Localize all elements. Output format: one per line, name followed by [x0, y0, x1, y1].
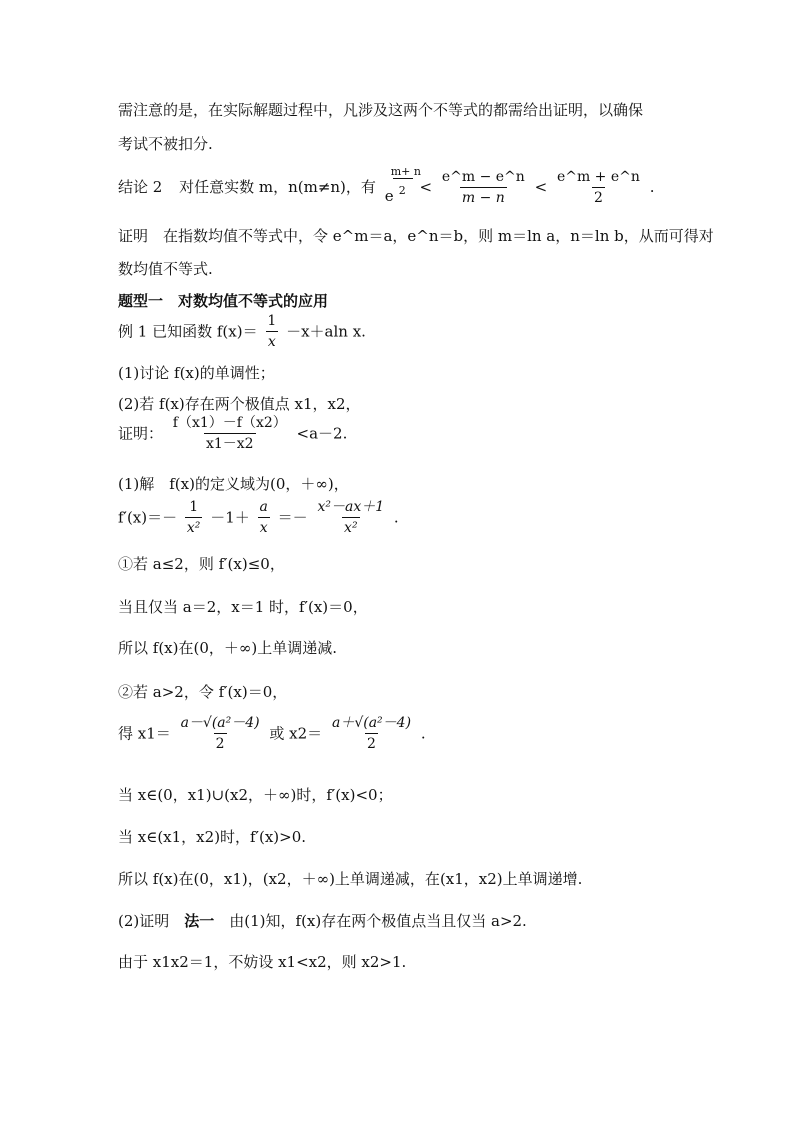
- lt-sign-1: <: [419, 178, 433, 196]
- fraction-diff-den: m − n: [460, 187, 507, 205]
- example-lead: 例 1 已知函数 f(x)＝: [118, 322, 258, 341]
- conclusion-2: [118, 165, 654, 215]
- derivative-mid: －1＋: [210, 508, 250, 527]
- derivative-frac-2: [258, 500, 270, 535]
- fraction-sum-num: e^m + e^n: [556, 168, 640, 185]
- prove-fraction-den: x1－x2: [204, 433, 256, 451]
- example-fraction: [265, 314, 278, 349]
- conclusion-end: .: [649, 178, 655, 196]
- proof-line-2: 数均值不等式.: [118, 260, 213, 278]
- derivative-frac-1-num: 1: [189, 499, 199, 515]
- root-2-den: 2: [365, 733, 378, 751]
- proof-part-2-text: 由(1)知，f(x)存在两个极值点当且仅当 a>2.: [214, 912, 527, 930]
- derivative-lead: f′(x)＝－: [118, 508, 178, 527]
- solution-4: 当且仅当 a＝2，x＝1 时，f′(x)＝0，: [118, 598, 368, 616]
- solution-10: 所以 f(x)在(0，x1)，(x2，＋∞)上单调递减，在(x1，x2)上单调递增.: [118, 870, 583, 888]
- conclusion-label: 结论 2: [118, 178, 163, 196]
- derivative-frac-3-den: x²: [342, 517, 360, 535]
- derivative-frac-3-num: x²－ax＋1: [317, 499, 385, 515]
- proof-line-1: 证明 在指数均值不等式中，令 e^m＝a，e^n＝b，则 m＝ln a，n＝ln b，从而可得对: [118, 227, 714, 245]
- fraction-diff-num: e^m − e^n: [441, 168, 525, 185]
- derivative-frac-2-den: x: [258, 517, 270, 535]
- question-1: (1)讨论 f(x)的单调性；: [118, 364, 275, 382]
- solution-3: ①若 a≤2，则 f′(x)≤0，: [118, 555, 285, 573]
- question-2: (2)若 f(x)存在两个极值点 x1，x2，: [118, 395, 361, 413]
- root-2-fraction: [330, 716, 413, 751]
- example-1: [118, 314, 366, 358]
- roots-lead: 得 x1＝: [118, 724, 171, 743]
- solution-12: 由于 x1x2＝1，不妨设 x1<x2，则 x2>1.: [118, 953, 407, 971]
- derivative-frac-1: [185, 500, 203, 535]
- derivative-end: .: [393, 508, 399, 527]
- solution-1: (1)解 f(x)的定义域为(0，＋∞)，: [118, 475, 349, 493]
- lt-sign-2: <: [534, 178, 548, 196]
- root-1-fraction: [179, 716, 262, 751]
- prove-fraction-num: f（x1）－f（x2）: [172, 415, 287, 431]
- solution-9: 当 x∈(x1，x2)时，f′(x)>0.: [118, 828, 307, 846]
- example-fraction-num: 1: [267, 313, 277, 329]
- fraction-diff: [440, 170, 527, 205]
- prove-tail: <a－2.: [296, 424, 348, 443]
- proof-part-2-label: (2)证明: [118, 912, 185, 930]
- solution-6: ②若 a>2，令 f′(x)＝0，: [118, 683, 288, 701]
- prove-fraction: [171, 416, 289, 451]
- intro-line-2: 考试不被扣分.: [118, 135, 213, 153]
- root-2-num: a＋√(a²－4): [331, 715, 412, 731]
- method-1-label: 法一: [184, 912, 215, 930]
- exp-base: e: [384, 187, 394, 205]
- derivative-frac-3: [315, 500, 386, 535]
- root-1-num: a－√(a²－4): [180, 715, 260, 731]
- prove-label: 证明：: [118, 424, 164, 443]
- solution-11: [118, 910, 527, 932]
- solution-derivative: [118, 500, 399, 548]
- exp-fraction-bar: [393, 178, 413, 179]
- solution-8: 当 x∈(0，x1)∪(x2，＋∞)时，f′(x)<0；: [118, 786, 393, 804]
- example-fraction-den: x: [266, 331, 278, 349]
- intro-line-1: 需注意的是，在实际解题过程中，凡涉及这两个不等式的都需给出证明，以确保: [118, 101, 644, 119]
- question-2-prove: [118, 416, 347, 460]
- solution-5: 所以 f(x)在(0，＋∞)上单调递减.: [118, 639, 337, 657]
- exp-denominator: 2: [398, 184, 406, 197]
- root-1-den: 2: [214, 733, 227, 751]
- derivative-frac-1-den: x²: [185, 517, 203, 535]
- roots-end: .: [420, 724, 426, 743]
- section-title: 题型一 对数均值不等式的应用: [118, 292, 329, 310]
- fraction-sum-den: 2: [592, 187, 605, 205]
- derivative-frac-2-num: a: [259, 499, 268, 515]
- roots-mid: 或 x2＝: [269, 724, 323, 743]
- example-tail: －x＋aln x.: [286, 322, 366, 341]
- conclusion-text: 对任意实数 m，n(m≠n)，有: [179, 178, 376, 196]
- derivative-eq: ＝－: [277, 508, 308, 527]
- exp-numerator: m+ n: [390, 165, 421, 178]
- fraction-sum: [555, 170, 642, 205]
- solution-roots: [118, 716, 426, 766]
